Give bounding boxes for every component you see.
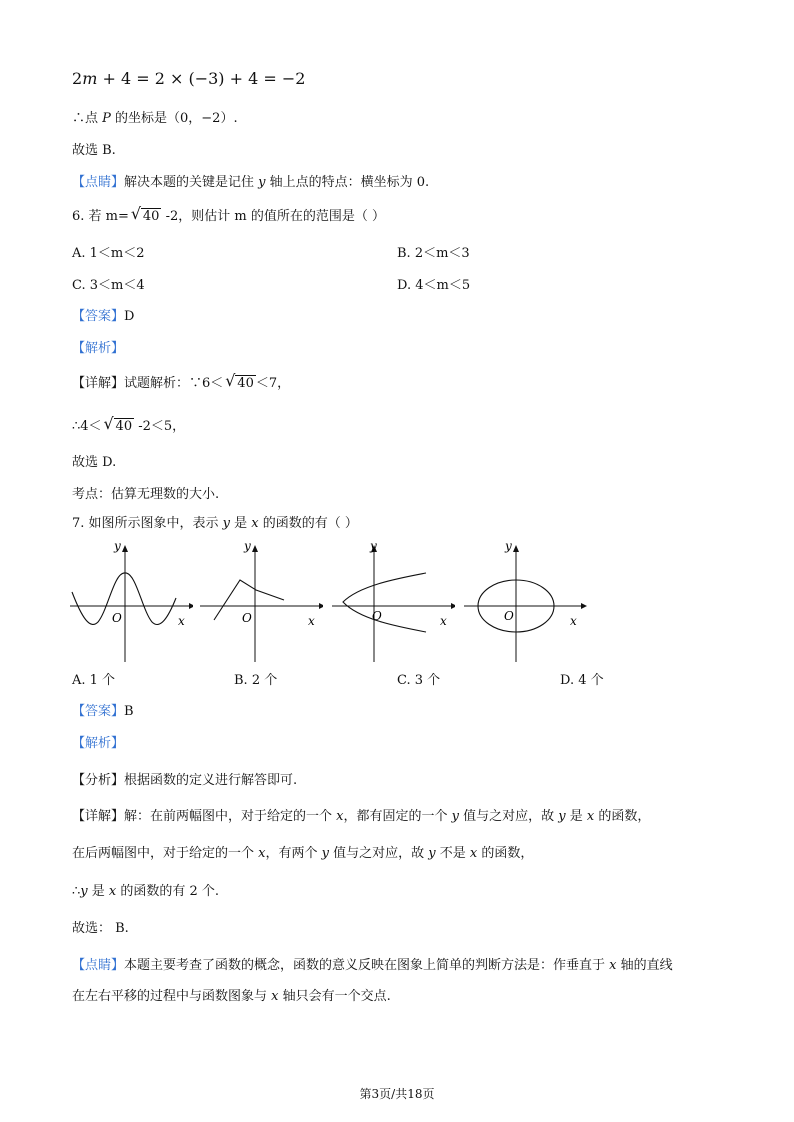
var-x: x	[586, 809, 595, 824]
question-6	[72, 204, 385, 226]
text: 是	[87, 884, 109, 899]
select-d-line: 故选 D.	[72, 455, 117, 470]
q6-option-c: C. 3＜m＜4	[72, 278, 145, 293]
text: 本题主要考查了函数的概念，函数的意义反映在图象上简单的判断方法是：作垂直于	[124, 958, 610, 973]
text: ∴点	[72, 111, 103, 126]
q6-option-a: A. 1＜m＜2	[72, 246, 145, 261]
dianjing-1	[72, 174, 429, 192]
q6-answer	[72, 308, 134, 326]
var-x: x	[469, 846, 478, 861]
text: 轴的直线	[616, 958, 673, 973]
text: ，都有固定的一个	[343, 809, 452, 824]
text: 值与之对应，故	[328, 846, 429, 861]
q7-count	[72, 883, 219, 901]
var-y: y	[258, 175, 266, 190]
q7-back-graphs	[72, 845, 533, 863]
q7-detail	[72, 808, 650, 826]
var-y: y	[321, 846, 329, 861]
tag: 【答案】	[72, 309, 125, 324]
eq-part: + 4 = 2 ×	[97, 69, 189, 88]
text: 的坐标是（0，−2）.	[110, 111, 238, 126]
eq-coef: 2	[72, 69, 83, 88]
tag: 【点睛】	[72, 958, 125, 973]
q6-option-b: B. 2＜m＜3	[397, 246, 470, 261]
text: 根据函数的定义进行解答即可.	[124, 773, 298, 788]
q7-jiexi: 【解析】	[72, 736, 125, 751]
text: -2＜5，	[134, 419, 186, 434]
text: ∴	[72, 884, 81, 899]
text: 试题解析：∵6＜	[124, 376, 224, 391]
var-y: y	[222, 516, 231, 531]
text: 的函数，	[477, 846, 534, 861]
text: 是	[565, 809, 587, 824]
var-y: y	[428, 846, 436, 861]
text: 的函数，	[594, 809, 651, 824]
sqrt: √ 40	[130, 204, 160, 224]
text: 是	[230, 516, 252, 531]
tag: 【详解】	[72, 809, 125, 824]
text: 值与之对应，故	[459, 809, 559, 824]
axis-origin-label: O	[242, 611, 252, 625]
sqrt: √ 40	[225, 371, 254, 391]
text: 不是	[435, 846, 470, 861]
q7-option-a: A. 1 个	[72, 673, 116, 688]
text: 在后两幅图中，对于给定的一个	[72, 846, 259, 861]
tag: 【答案】	[72, 704, 125, 719]
eq-part: (−3)	[188, 69, 225, 88]
text: 的函数的有 2 个.	[116, 884, 220, 899]
var-x: x	[258, 846, 266, 861]
radicand: 40	[142, 209, 160, 224]
text: -2，则估计 m 的值所在的范围是（ ）	[161, 209, 385, 224]
text: 解决本题的关键是记住	[124, 175, 259, 190]
q6-jiexi: 【解析】	[72, 341, 125, 356]
q7-option-b: B. 2 个	[234, 673, 278, 688]
axis-origin-label: O	[504, 609, 514, 623]
radicand: 40	[115, 419, 133, 434]
axis-x-label: x	[308, 614, 315, 628]
axis-y-label: y	[370, 540, 377, 553]
text: 解：在前两幅图中，对于给定的一个	[124, 809, 337, 824]
var-x: x	[271, 989, 279, 1004]
graph-1-wave	[68, 540, 193, 665]
dianjing-2	[72, 957, 673, 975]
text: ＜7，	[255, 376, 291, 391]
text: 轴只会有一个交点.	[278, 989, 391, 1004]
var-x: x	[609, 958, 617, 973]
answer-value: D	[124, 309, 135, 324]
var-p: P	[102, 111, 111, 126]
eq-part: + 4 = −2	[224, 69, 306, 88]
var-x: x	[251, 516, 259, 531]
text: 轴上点的特点：横坐标为 0.	[265, 175, 430, 190]
graph-2-polyline	[198, 540, 323, 665]
axis-y-label: y	[505, 540, 512, 553]
axis-y-label: y	[244, 540, 251, 553]
radicand: 40	[237, 376, 254, 391]
q7-option-d: D. 4 个	[560, 673, 604, 688]
text: ∴4＜	[72, 419, 102, 434]
dianjing-2-line2	[72, 988, 391, 1006]
q6-option-d: D. 4＜m＜5	[397, 278, 471, 293]
text: 在左右平移的过程中与函数图象与	[72, 989, 272, 1004]
q7-answer	[72, 703, 134, 721]
axis-y-label: y	[114, 540, 121, 553]
axis-origin-label: O	[112, 611, 122, 625]
axis-origin-label: O	[372, 609, 382, 623]
select-b2-line: 故选： B.	[72, 921, 129, 936]
q7-option-c: C. 3 个	[397, 673, 441, 688]
answer-value: B	[124, 704, 134, 719]
var-y: y	[80, 884, 88, 899]
q6-detail	[72, 371, 291, 393]
text: 7. 如图所示图象中，表示	[72, 516, 223, 531]
sqrt: √ 40	[103, 414, 133, 434]
p-coordinate-line	[72, 110, 238, 128]
graph-4-ellipse	[462, 540, 587, 665]
kaodian-line: 考点：估算无理数的大小.	[72, 487, 220, 502]
q6-therefore	[72, 414, 186, 436]
eq-var-m: m	[82, 69, 98, 88]
axis-x-label: x	[570, 614, 577, 628]
axis-x-label: x	[178, 614, 185, 628]
graph-3-parabola	[330, 540, 455, 665]
text: ，有两个	[265, 846, 322, 861]
select-b-line: 故选 B.	[72, 143, 116, 158]
equation-line	[72, 70, 305, 88]
page-footer: 第3页/共18页	[359, 1087, 435, 1101]
question-7	[72, 515, 358, 533]
text: 6. 若 m=	[72, 209, 129, 224]
axis-x-label: x	[440, 614, 447, 628]
text: 的函数的有（ ）	[258, 516, 358, 531]
var-y: y	[451, 809, 459, 824]
tag: 【点睛】	[72, 175, 125, 190]
q7-fenxi	[72, 772, 297, 790]
var-x: x	[336, 809, 344, 824]
var-x: x	[108, 884, 117, 899]
tag: 【分析】	[72, 773, 125, 788]
var-y: y	[558, 809, 566, 824]
tag: 【详解】	[72, 376, 125, 391]
